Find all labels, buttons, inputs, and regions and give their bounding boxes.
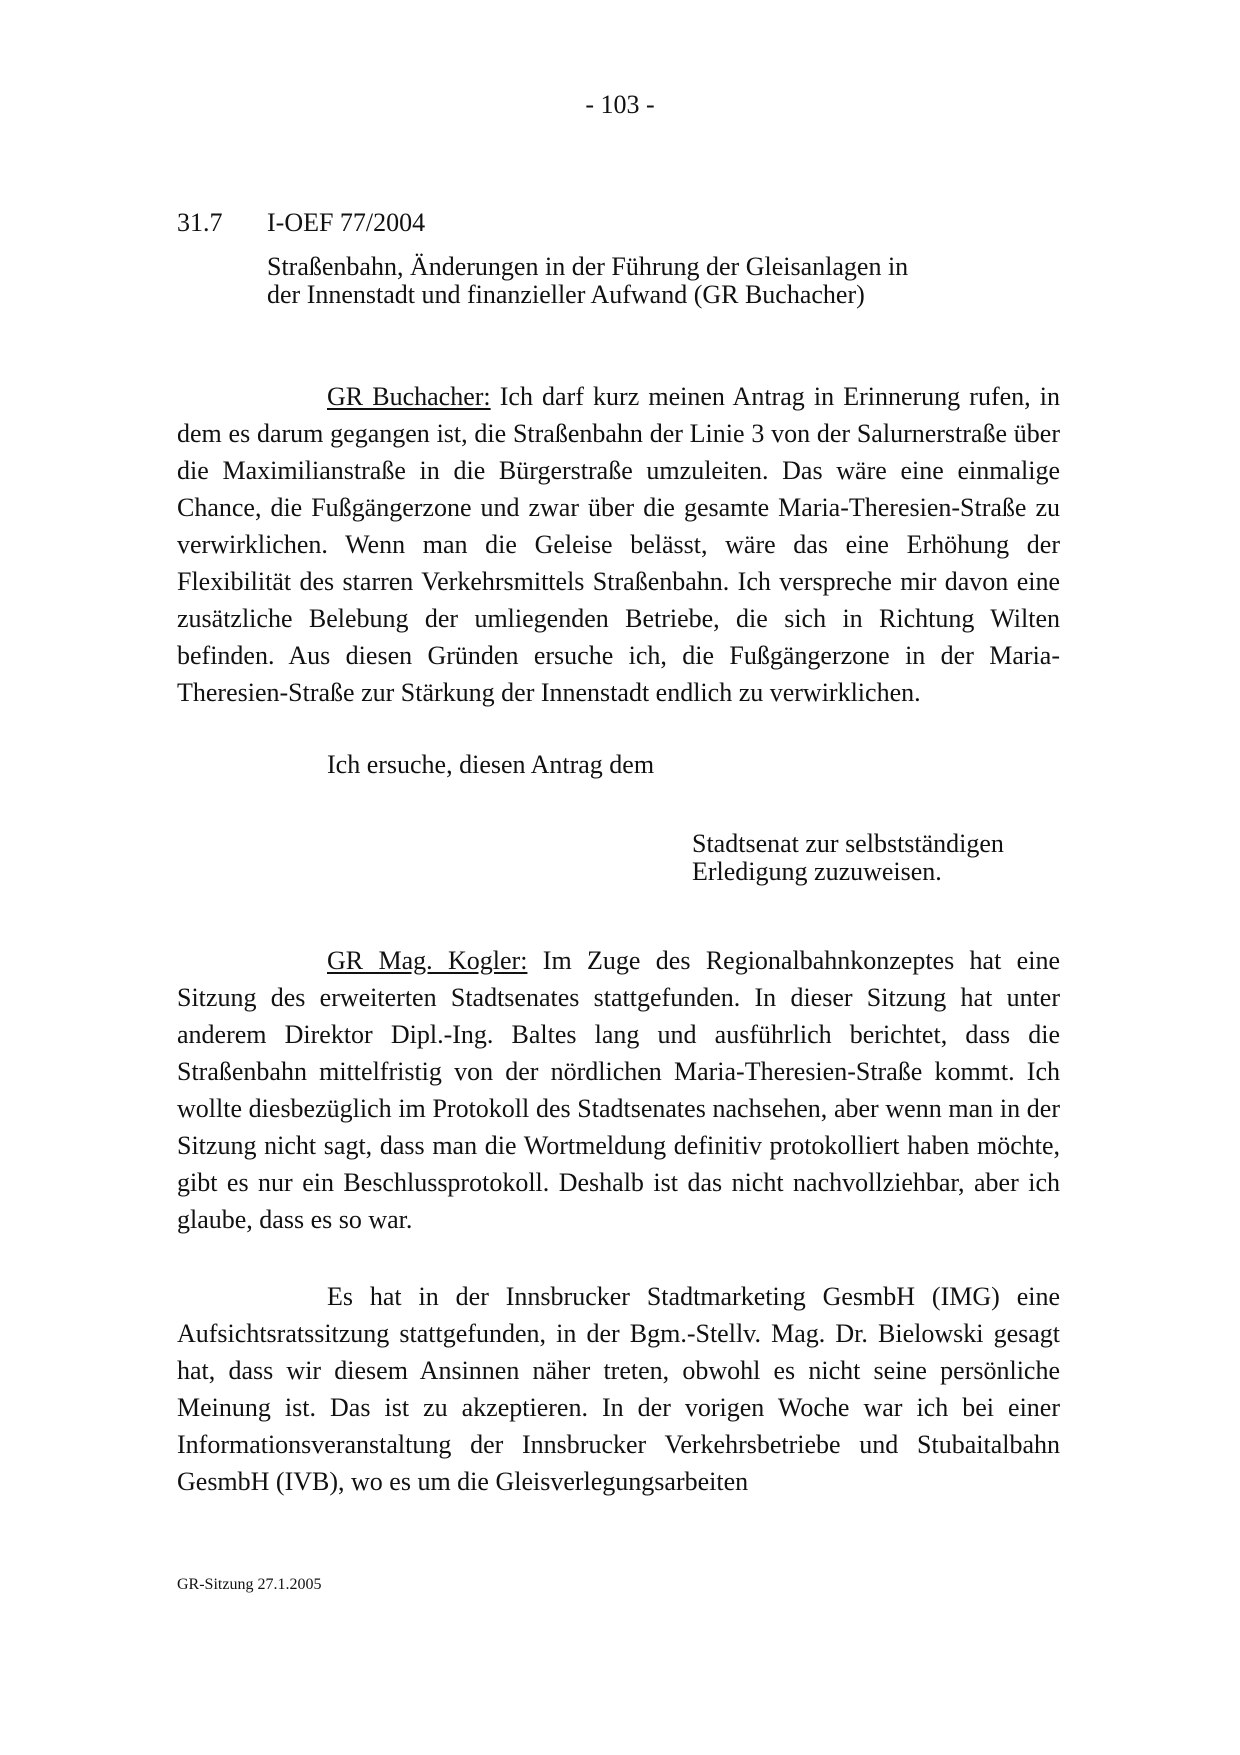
statement-buchacher-text: Ich darf kurz meinen Antrag in Erinnerung rufen, in dem es darum gegangen ist, die Straßenbahn der Linie 3 von der Salurnerstraße über die Maximilianstraße in die Bürgerstraße umzuleiten. Das wäre eine einmalige Chance, die Fußgängerzone und zwar über die gesamte Maria-Theresien-Straße zu verwirklichen. Wenn man die Geleise belässt, wäre das eine Erhöhung der Flexibilität des starren Verkehrsmittels Straßenbahn. Ich verspreche mir davon eine zusätzliche Belebung der umliegenden Betriebe, die sich in Richtung Wilten befinden. Aus diesen Gründen ersuche ich, die Fußgängerzone in der Maria-Theresien-Straße zur Stärkung der Innenstadt endlich zu verwirklichen. <box>177 382 1060 707</box>
agenda-item-number: 31.7 <box>177 208 223 237</box>
footer-session: GR-Sitzung 27.1.2005 <box>177 1576 322 1593</box>
speaker-kogler: GR Mag. Kogler: <box>327 946 528 975</box>
statement-kogler <box>177 942 1060 1238</box>
statement-kogler-continuation <box>177 1278 1060 1500</box>
agenda-item-subject: Straßenbahn, Änderungen in der Führung der Gleisanlagen in der Innenstadt und finanzieller Aufwand (GR Buchacher) <box>267 252 909 309</box>
agenda-item-reference: I-OEF 77/2004 <box>267 208 426 237</box>
statement-kogler-text: Im Zuge des Regionalbahnkonzeptes hat eine Sitzung des erweiterten Stadtsenates stattgefunden. In dieser Sitzung hat unter anderem Direktor Dipl.-Ing. Baltes lang und ausführlich berichtet, dass die Straßenbahn mittelfristig von der nördlichen Maria-Theresien-Straße kommt. Ich wollte diesbezüglich im Protokoll des Stadtsenates nachsehen, aber wenn man in der Sitzung nicht sagt, dass man die Wortmeldung definitiv protokolliert haben möchte, gibt es nur ein Beschlussprotokoll. Deshalb ist das nicht nachvollziehbar, aber ich glaube, dass es so war. <box>177 946 1060 1234</box>
motion-request: Ich ersuche, diesen Antrag dem <box>327 750 655 779</box>
statement-kogler-continuation-text: Es hat in der Innsbrucker Stadtmarketing GesmbH (IMG) eine Aufsichtsratssitzung stattgefunden, in der Bgm.-Stellv. Mag. Dr. Bielowski gesagt hat, dass wir diesem Ansinnen näher treten, obwohl es nicht seine persönliche Meinung ist. Das ist zu akzeptieren. In der vorigen Woche war ich bei einer Informationsveranstaltung der Innsbrucker Verkehrsbetriebe und Stubaitalbahn GesmbH (IVB), wo es um die Gleisverlegungsarbeiten <box>177 1282 1060 1496</box>
motion-assignment: Stadtsenat zur selbstständigen Erledigung zuzuweisen. <box>692 829 1004 886</box>
speaker-buchacher: GR Buchacher: <box>327 382 491 411</box>
page-number: - 103 - <box>585 90 655 119</box>
statement-buchacher <box>177 378 1060 711</box>
